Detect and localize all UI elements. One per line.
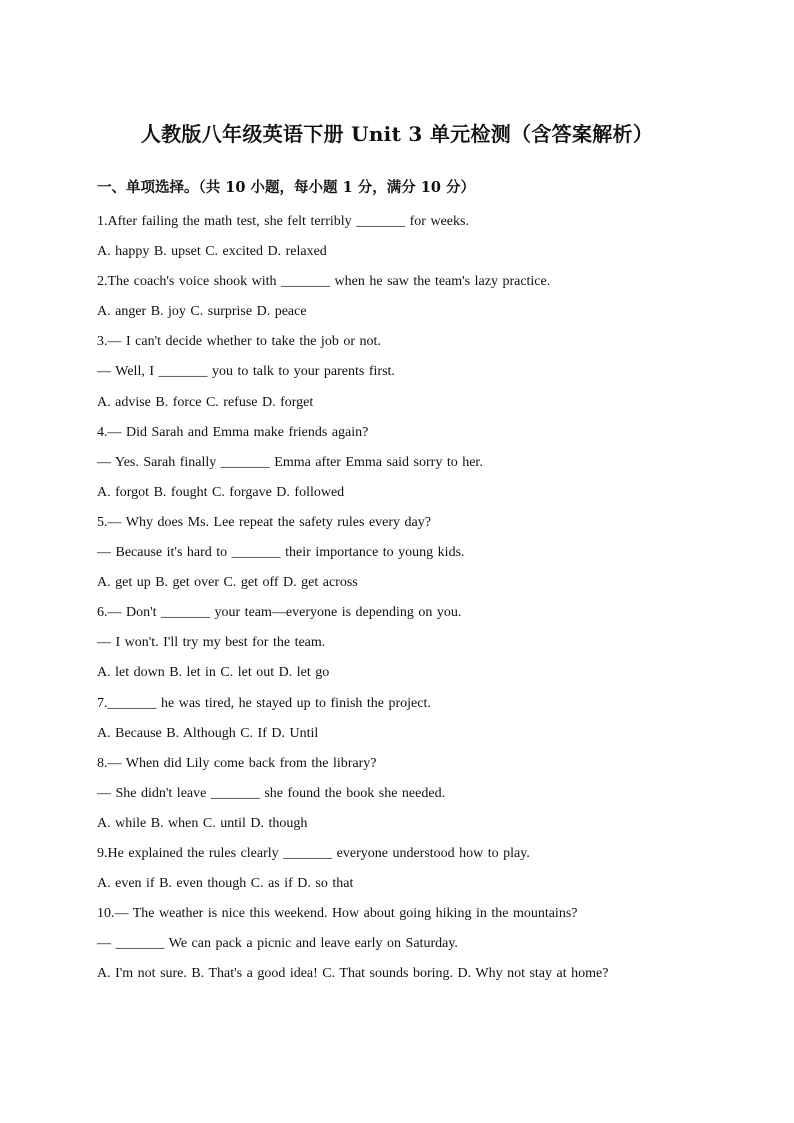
question-10-options: A. I'm not sure. B. That's a good idea! C. That sounds boring. D. Why not stay at home?: [97, 966, 609, 982]
question-7-stem: 7._______ he was tired, he stayed up to finish the project.: [97, 695, 431, 711]
question-5-options: A. get up B. get over C. get off D. get across: [97, 575, 358, 591]
question-4-reply: — Yes. Sarah finally _______ Emma after Emma said sorry to her.: [97, 454, 483, 470]
question-6-stem: 6.— Don't _______ your team—everyone is depending on you.: [97, 605, 462, 621]
question-10-stem: 10.— The weather is nice this weekend. How about going hiking in the mountains?: [97, 906, 578, 922]
question-6-reply: — I won't. I'll try my best for the team.: [97, 635, 326, 651]
question-7-options: A. Because B. Although C. If D. Until: [97, 725, 319, 741]
question-8-options: A. while B. when C. until D. though: [97, 815, 308, 831]
question-10-reply: — _______ We can pack a picnic and leave early on Saturday.: [97, 936, 458, 952]
question-9-options: A. even if B. even though C. as if D. so that: [97, 876, 354, 892]
question-list: [97, 207, 737, 989]
section-heading: 一、单项选择。（共 10 小题，每小题 1 分，满分 10 分）: [97, 179, 475, 196]
question-3-stem: 3.— I can't decide whether to take the job or not.: [97, 334, 381, 350]
question-2-stem: 2.The coach's voice shook with _______ when he saw the team's lazy practice.: [97, 274, 551, 290]
question-2-options: A. anger B. joy C. surprise D. peace: [97, 304, 307, 320]
question-5-stem: 5.— Why does Ms. Lee repeat the safety rules every day?: [97, 514, 431, 530]
question-8-reply: — She didn't leave _______ she found the book she needed.: [97, 785, 446, 801]
page-title: 人教版八年级英语下册 Unit 3 单元检测（含答案解析）: [140, 122, 654, 146]
question-3-reply: — Well, I _______ you to talk to your parents first.: [97, 364, 395, 380]
question-1-stem: 1.After failing the math test, she felt terribly _______ for weeks.: [97, 214, 469, 229]
question-3-options: A. advise B. force C. refuse D. forget: [97, 394, 314, 410]
question-6-options: A. let down B. let in C. let out D. let go: [97, 665, 330, 681]
question-4-options: A. forgot B. fought C. forgave D. followed: [97, 484, 345, 500]
question-9-stem: 9.He explained the rules clearly _______ everyone understood how to play.: [97, 845, 530, 861]
question-1-options: A. happy B. upset C. excited D. relaxed: [97, 244, 327, 260]
question-5-reply: — Because it's hard to _______ their importance to young kids.: [97, 545, 465, 561]
question-4-stem: 4.— Did Sarah and Emma make friends again?: [97, 424, 369, 440]
question-8-stem: 8.— When did Lily come back from the library?: [97, 755, 377, 771]
